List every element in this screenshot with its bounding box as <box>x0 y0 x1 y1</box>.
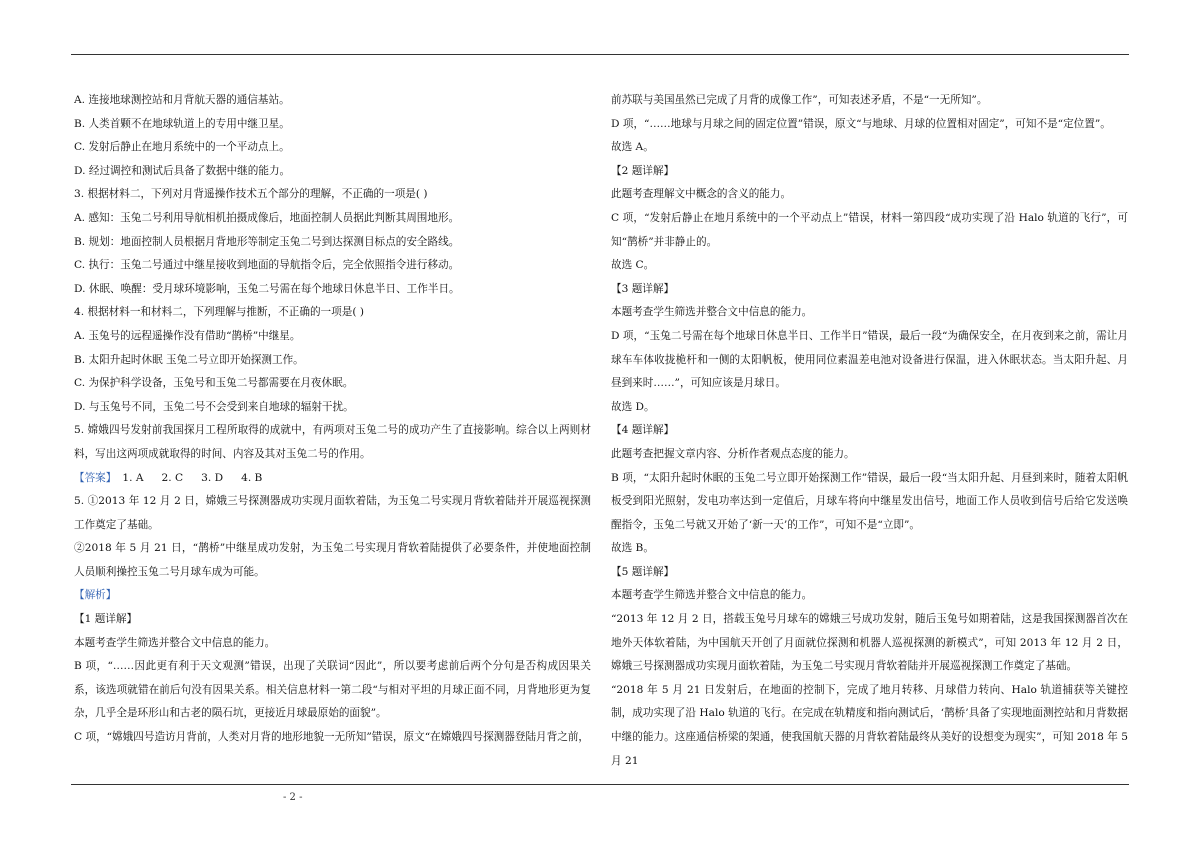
q3-option-c: C. 执行：玉兔二号通过中继星接收到地面的导航指令后，完全依照指令进行移动。 <box>74 259 460 272</box>
detail-5-para-1: “2013 年 12 月 2 日，搭载玉兔号月球车的嫦娥三号成功发射，随后玉兔号如期着陆，这是我国探测器首次在地外天体软着陆，为中国航天开创了月面就位探测和机器人巡视探测的新模式”，可知 2013 年 12 月 2 日，嫦娥三号探测器成功实现月面软着陆，为玉兔二号实现月背软着陆并开展巡视探测工作奠定了基础。 <box>611 613 1128 673</box>
detail-2-title: 【2 题详解】 <box>611 164 675 177</box>
detail-1-option-c-cont: 前苏联与美国虽然已完成了月背的成像工作”，可知表述矛盾，不是“一无所知”。 <box>611 94 988 106</box>
detail-5-para-2: “2018 年 5 月 21 日发射后，在地面的控制下，完成了地月转移、月球借力转向、Halo 轨道捕获等关键控制，成功实现了沿 Halo 轨道的飞行。在完成在轨精度和指向测试后，‘鹊桥’具备了实现地面测控站和月背数据中继的能力。这座通信桥梁的架通，使我国航天器的月背软着陆最终从美好的设想变为现实”，可知 2018 年 5 月 21 <box>611 683 1128 767</box>
detail-5-title: 【5 题详解】 <box>611 565 675 578</box>
q2-option-b: B. 人类首颗不在地球轨道上的专用中继卫星。 <box>74 117 290 130</box>
detail-4-option-b: B 项，“太阳升起时休眠的玉兔二号立即开始探测工作”错误，最后一段“当太阳升起、月昼到来时，随着太阳帆板受到阳光照射，发电功率达到一定值后，月球车将向中继星发出信号，地面工作人员收到信号后给它发送唤醒指令，玉兔二号就又开始了‘新一天’的工作”，可知不是“立即”。 <box>611 471 1128 531</box>
answer-3: 3. D <box>201 471 224 484</box>
detail-3-intro: 本题考查学生筛选并整合文中信息的能力。 <box>611 306 813 319</box>
detail-1-title: 【1 题详解】 <box>74 613 138 626</box>
q2-option-d: D. 经过调控和测试后具备了数据中继的能力。 <box>74 164 291 177</box>
q4-option-d: D. 与玉兔号不同，玉兔二号不会受到来自地球的辐射干扰。 <box>74 400 354 413</box>
answer-tag: 【答案】 <box>74 471 117 484</box>
detail-2-intro: 此题考查理解文中概念的含义的能力。 <box>611 188 792 201</box>
left-column <box>74 89 591 750</box>
q4-option-a: A. 玉兔号的远程遥操作没有借助“鹊桥”中继星。 <box>74 329 301 342</box>
detail-1-intro: 本题考查学生筛选并整合文中信息的能力。 <box>74 636 276 649</box>
q3-option-d: D. 休眠、唤醒：受月球环境影响，玉兔二号需在每个地球日休息半日、工作半日。 <box>74 282 460 295</box>
q4-stem: 4. 根据材料一和材料二，下列理解与推断，不正确的一项是( ) <box>74 306 364 319</box>
analysis-tag: 【解析】 <box>74 589 117 602</box>
detail-5-intro: 本题考查学生筛选并整合文中信息的能力。 <box>611 589 813 602</box>
detail-1-option-c-start: C 项，“嫦娥四号造访月背前，人类对月背的地形地貌一无所知”错误，原文“在嫦娥四号探测器登陆月背之前， <box>74 731 590 744</box>
detail-3-option-d: D 项，“玉兔二号需在每个地球日休息半日、工作半日”错误，最后一段“为确保安全，在月夜到来之前，需让月球车车体收拢桅杆和一侧的太阳帆板，使用同位素温差电池对设备进行保温，进入休眠状态。当太阳升起、月昼到来时……”，可知应该是月球日。 <box>611 329 1128 390</box>
right-column <box>611 89 1128 773</box>
detail-2-choice: 故选 C。 <box>611 259 655 272</box>
answer-5-part2: ②2018 年 5 月 21 日，“鹊桥”中继星成功发射，为玉兔二号实现月背软着陆提供了必要条件，并使地面控制人员顺利操控玉兔二号月球车成为可能。 <box>74 542 591 578</box>
detail-4-choice: 故选 B。 <box>611 542 654 555</box>
header-rule <box>71 54 1129 55</box>
detail-2-option-c: C 项，“发射后静止在地月系统中的一个平动点上”错误，材料一第四段“成功实现了沿 Halo 轨道的飞行”，可知“鹊桥”并非静止的。 <box>611 211 1128 248</box>
q4-option-b: B. 太阳升起时休眠 玉兔二号立即开始探测工作。 <box>74 353 304 366</box>
q3-option-a: A. 感知：玉兔二号利用导航相机拍摄成像后，地面控制人员据此判断其周围地形。 <box>74 211 460 224</box>
answer-5-part1: 5. ①2013 年 12 月 2 日，嫦娥三号探测器成功实现月面软着陆，为玉兔二号实现月背软着陆并开展巡视探测工作奠定了基础。 <box>74 495 591 531</box>
detail-1-option-d: D 项，“……地球与月球之间的固定位置”错误，原文“与地球、月球的位置相对固定”，可知不是“定位置”。 <box>611 117 1111 130</box>
page-number: - 2 - <box>283 792 303 803</box>
detail-4-title: 【4 题详解】 <box>611 424 675 437</box>
answer-4: 4. B <box>241 471 263 484</box>
detail-1-option-b: B 项，“……因此更有利于天文观测”错误，出现了关联词“因此”，所以要考虑前后两个分句是否构成因果关系，该选项就错在前后句没有因果关系。相关信息材料一第二段“与相对平坦的月球正面不同，月背地形更为复杂，几乎全是环形山和古老的陨石坑，更接近月球最原始的面貌”。 <box>74 660 591 720</box>
q2-option-c: C. 发射后静止在地月系统中的一个平动点上。 <box>74 141 290 154</box>
answer-2: 2. C <box>161 471 184 484</box>
detail-3-title: 【3 题详解】 <box>611 282 675 295</box>
answer-row <box>74 467 591 491</box>
q4-option-c: C. 为保护科学设备，玉兔号和玉兔二号都需要在月夜休眠。 <box>74 377 354 390</box>
answer-1: 1. A <box>122 471 144 484</box>
q3-stem: 3. 根据材料二，下列对月背遥操作技术五个部分的理解，不正确的一项是( ) <box>74 188 428 201</box>
detail-3-choice: 故选 D。 <box>611 400 655 413</box>
q3-option-b: B. 规划：地面控制人员根据月背地形等制定玉兔二号到达探测目标点的安全路线。 <box>74 235 460 248</box>
footer-rule <box>71 784 1129 785</box>
detail-4-intro: 此题考查把握文章内容、分析作者观点态度的能力。 <box>611 447 855 460</box>
q5-stem: 5. 嫦娥四号发射前我国探月工程所取得的成就中，有两项对玉兔二号的成功产生了直接影响。综合以上两则材料，写出这两项成就取得的时间、内容及其对玉兔二号的作用。 <box>74 424 591 460</box>
q2-option-a: A. 连接地球测控站和月背航天器的通信基站。 <box>74 94 290 106</box>
detail-1-choice: 故选 A。 <box>611 141 654 154</box>
